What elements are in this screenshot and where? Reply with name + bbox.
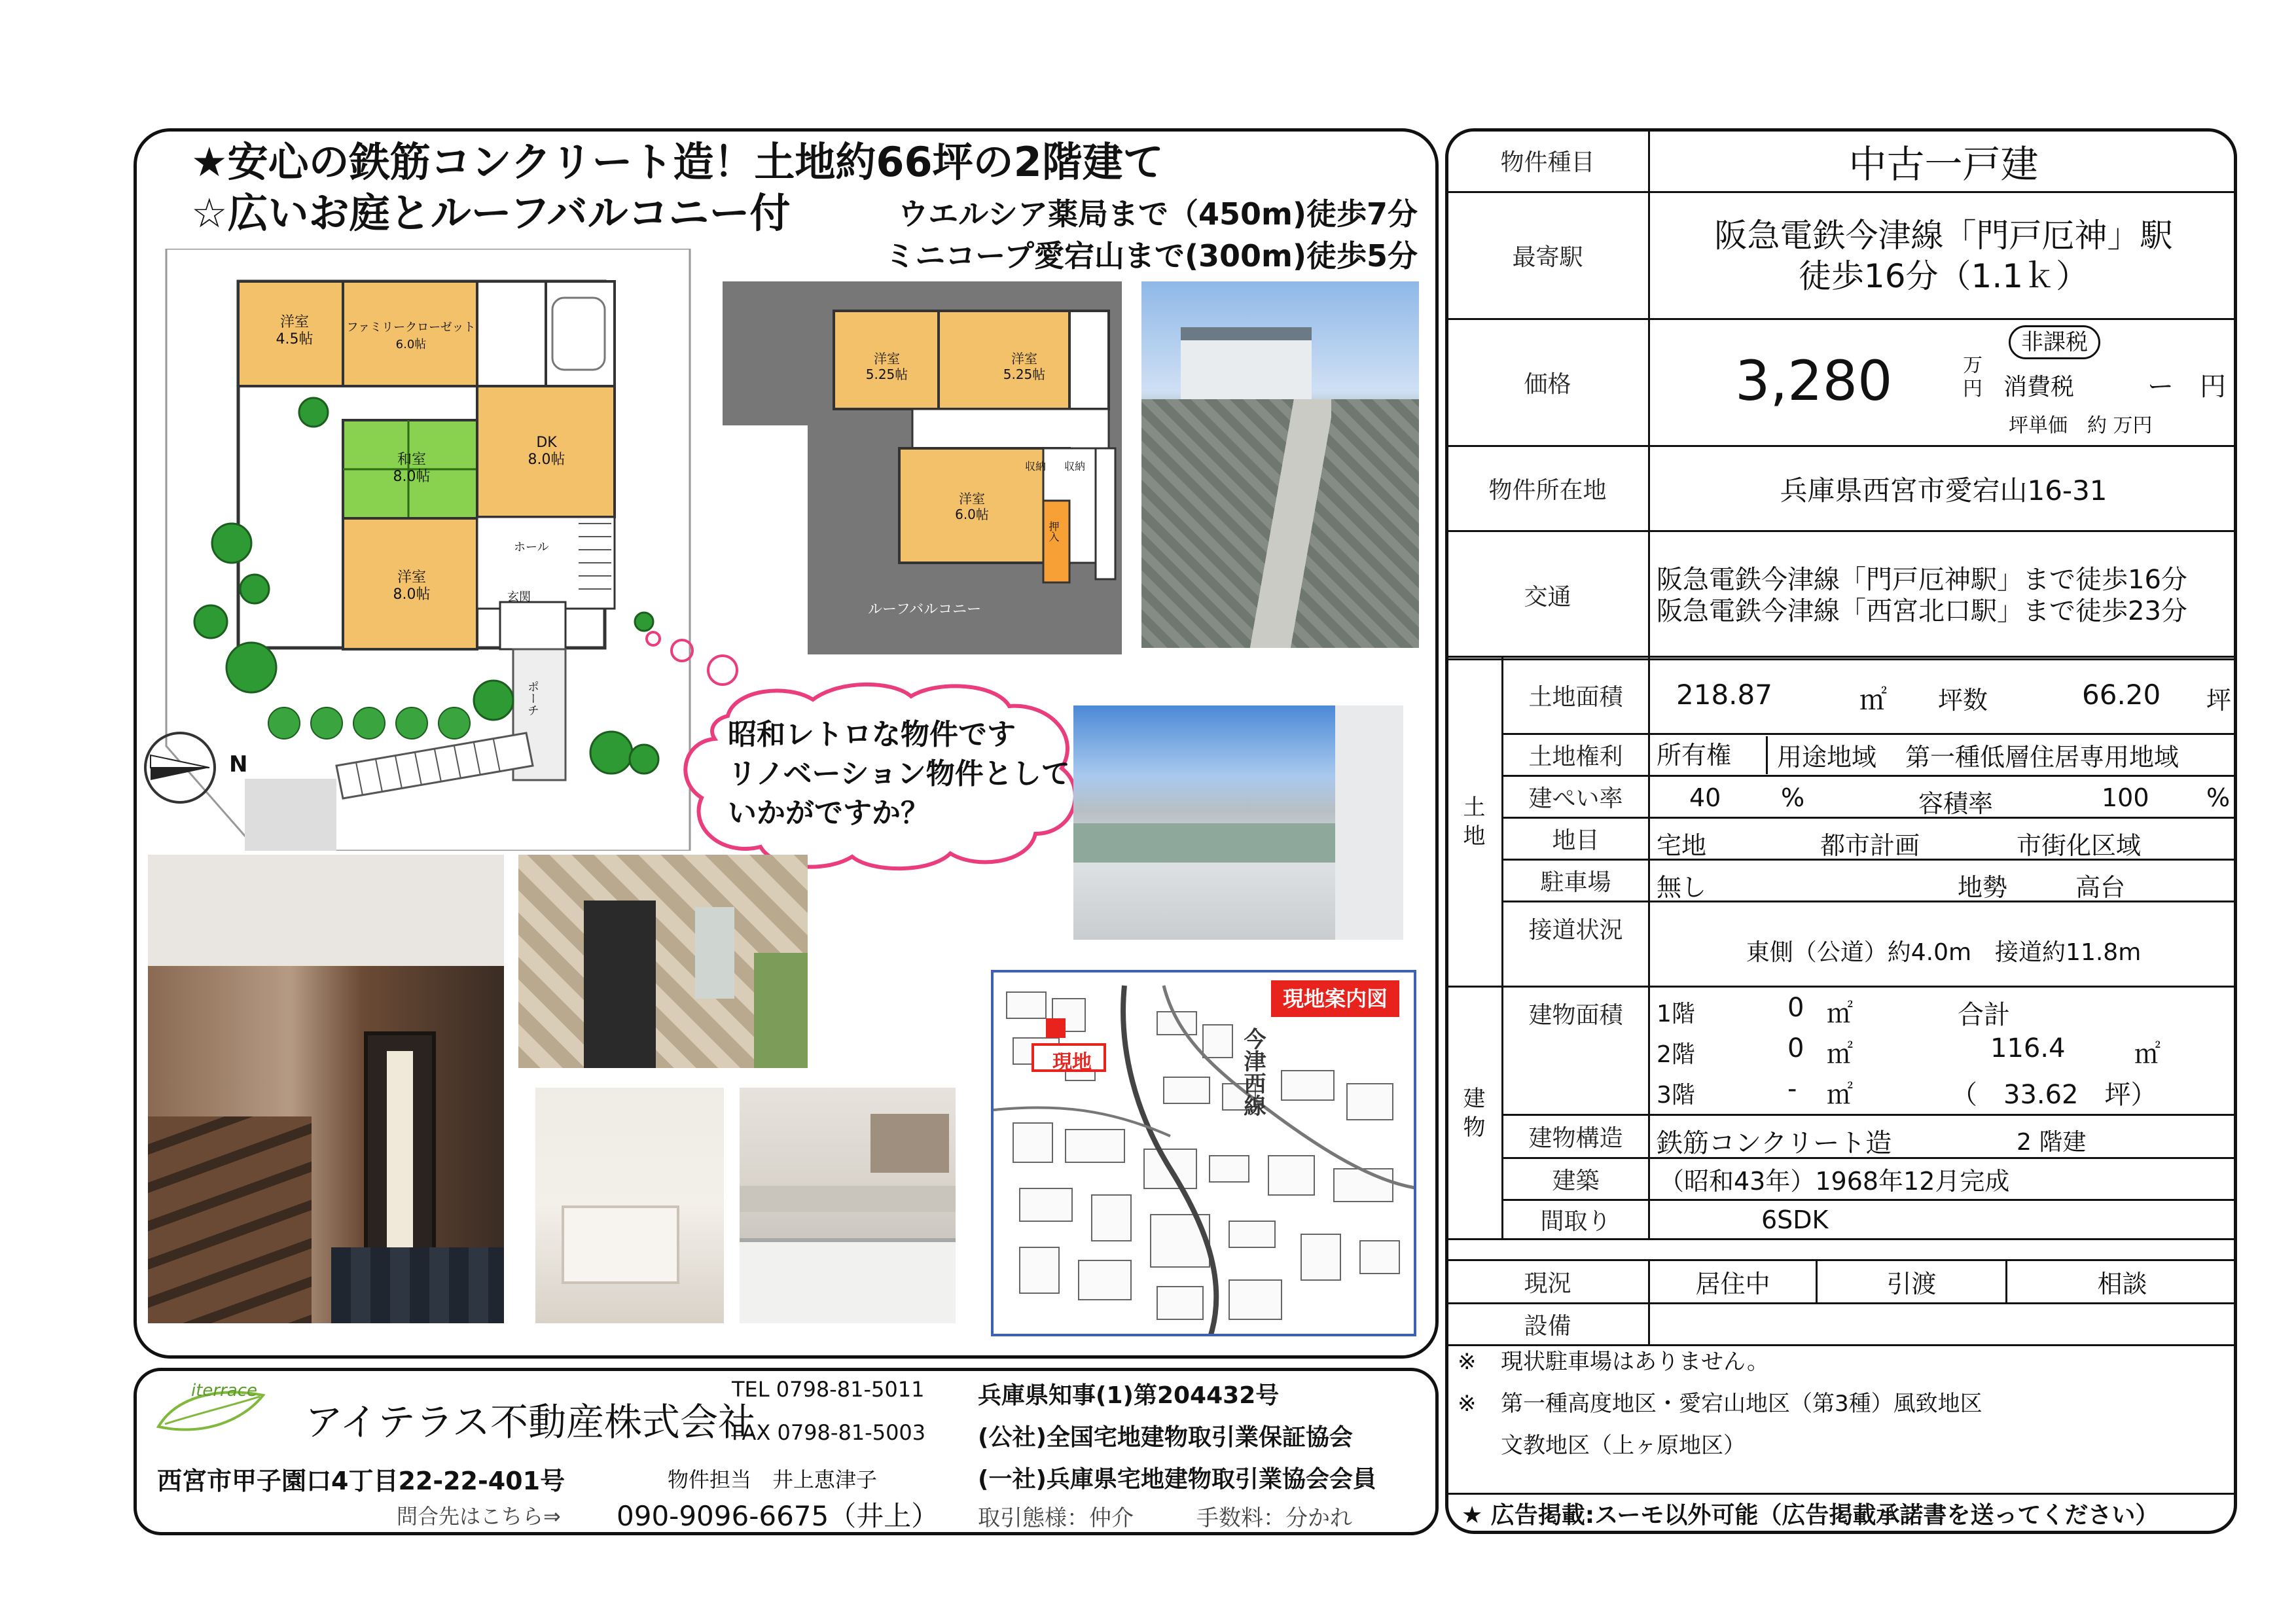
floor-1-value: 0 bbox=[1787, 993, 1804, 1023]
map-site-label: 現地 bbox=[1052, 1051, 1092, 1074]
chimoku-value: 宅地 bbox=[1657, 831, 1707, 860]
built-value: （昭和43年）1968年12月完成 bbox=[1649, 1158, 2238, 1200]
station-value-line-1: 阪急電鉄今津線「門戸厄神」駅 bbox=[1714, 216, 2173, 255]
parking-label: 駐車場 bbox=[1503, 860, 1649, 902]
transport-cell bbox=[1649, 531, 2238, 660]
total-unit: ㎡ bbox=[2134, 1039, 2161, 1069]
spec-table-status bbox=[1445, 1259, 2237, 1346]
location-map bbox=[991, 970, 1416, 1336]
company-agent: 物件担当 井上恵津子 bbox=[668, 1467, 878, 1492]
tsubo-label: 坪数 bbox=[1938, 686, 1988, 715]
land-area-cell bbox=[1649, 657, 2238, 734]
thought-dot-1 bbox=[645, 631, 661, 647]
map-street-label: 今津西線 bbox=[1240, 1027, 1266, 1116]
tax-label: 消費税 bbox=[2003, 374, 2075, 401]
spec-panel bbox=[1445, 128, 2237, 1534]
room-label-hall: ホール bbox=[514, 541, 549, 554]
association-2: (一社)兵庫県宅地建物取引業協会会員 bbox=[978, 1466, 1376, 1493]
layout-label: 間取り bbox=[1503, 1200, 1649, 1240]
type-label: 物件種目 bbox=[1446, 130, 1649, 192]
floor-area-cell bbox=[1649, 987, 2238, 1115]
tax-badge: 非課税 bbox=[2009, 325, 2100, 359]
room-label-2f-roof-balcony: ルーフバルコニー bbox=[868, 601, 982, 618]
ad-policy: ★ 広告掲載:スーモ以外可能（広告掲載承諾書を送ってください） bbox=[1462, 1502, 2159, 1529]
inquiry-phone[interactable]: 090-9096-6675（井上） bbox=[617, 1500, 939, 1532]
structure-cell bbox=[1649, 1115, 2238, 1158]
room-label-2f-closet: 押入 bbox=[1047, 521, 1060, 542]
room-label-2f-storage-1: 収納 bbox=[1025, 460, 1047, 473]
land-right-label: 土地権利 bbox=[1503, 734, 1649, 776]
far-value: 100 bbox=[2102, 783, 2149, 812]
land-right-value: 所有権 bbox=[1650, 736, 1768, 774]
coverage-value: 40 bbox=[1689, 783, 1721, 812]
floor-3-unit: ㎡ bbox=[1827, 1080, 1853, 1110]
transport-label: 交通 bbox=[1446, 531, 1649, 660]
handover-label: 引渡 bbox=[1817, 1260, 2007, 1304]
location-value: 兵庫県西宮市愛宕山16-31 bbox=[1649, 446, 2238, 531]
handover-value: 相談 bbox=[2007, 1260, 2238, 1304]
room-label-porch: ポーチ bbox=[526, 681, 539, 716]
photo-bathroom bbox=[535, 1088, 724, 1323]
price-label: 価格 bbox=[1446, 319, 1649, 446]
map-badge: 現地案内図 bbox=[1271, 980, 1399, 1017]
price-cell bbox=[1649, 319, 2238, 446]
company-name: アイテラス不動産株式会社 bbox=[305, 1400, 757, 1444]
company-logo-text: iterrace bbox=[191, 1381, 258, 1400]
company-fax: FAX 0798-81-5003 bbox=[732, 1420, 926, 1445]
tax-value: ー 円 bbox=[2147, 372, 2226, 402]
transport-line-1: 阪急電鉄今津線「門戸厄神駅」まで徒歩16分 bbox=[1657, 564, 2187, 595]
fee: 手数料：分かれ bbox=[1196, 1505, 1352, 1531]
room-label-2f-western-b: 洋室 5.25帖 bbox=[1003, 351, 1046, 382]
total-tsubo: （ 33.62 坪） bbox=[1951, 1080, 2157, 1110]
floor-2-unit: ㎡ bbox=[1827, 1039, 1853, 1069]
notes-block bbox=[1458, 1341, 2223, 1467]
room-label-2f-western-a: 洋室 5.25帖 bbox=[865, 351, 908, 382]
station-label: 最寄駅 bbox=[1446, 192, 1649, 319]
structure-value: 鉄筋コンクリート造 bbox=[1657, 1128, 1892, 1158]
floor-area-label: 建物面積 bbox=[1503, 987, 1649, 1115]
note-mark-1: ※ bbox=[1458, 1349, 1477, 1375]
far-percent: % bbox=[2206, 783, 2231, 812]
total-value: 116.4 bbox=[1990, 1033, 2066, 1063]
spec-table-top bbox=[1445, 128, 2237, 660]
transport-line-2: 阪急電鉄今津線「西宮北口駅」まで徒歩23分 bbox=[1657, 596, 2187, 626]
map-drawing bbox=[994, 972, 1416, 1336]
note-3: 文教地区（上ヶ原地区） bbox=[1501, 1433, 1746, 1459]
compass bbox=[144, 732, 216, 804]
coverage-label: 建ぺい率 bbox=[1503, 776, 1649, 818]
floor-1-unit: ㎡ bbox=[1827, 999, 1853, 1029]
chimoku-cell bbox=[1649, 818, 2238, 860]
land-group-label: 土 地 bbox=[1446, 657, 1503, 987]
note-mark-2: ※ bbox=[1458, 1391, 1477, 1417]
photo-front-door bbox=[518, 855, 808, 1068]
coverage-percent: % bbox=[1781, 783, 1805, 812]
compass-arrow-icon bbox=[147, 734, 213, 801]
spec-table-building bbox=[1445, 986, 2237, 1240]
city-plan-label: 都市計画 bbox=[1820, 831, 1920, 860]
station-value-line-2: 徒歩16分（1.1ｋ） bbox=[1798, 257, 2089, 295]
speech-bubble-line-1: 昭和レトロな物件です bbox=[728, 718, 1016, 751]
road-label: 接道状況 bbox=[1503, 902, 1649, 987]
note-2: 第一種高度地区・愛宕山地区（第3種）風致地区 bbox=[1501, 1391, 1982, 1417]
association-1: (公社)全国宅地建物取引業保証協会 bbox=[978, 1424, 1353, 1451]
compass-north-label: N bbox=[229, 751, 248, 777]
parking-value: 無し bbox=[1657, 873, 1707, 902]
speech-bubble-line-3: いかがですか？ bbox=[728, 796, 929, 830]
land-area-value: 218.87 bbox=[1676, 679, 1772, 711]
equipment-value bbox=[1649, 1304, 2238, 1346]
type-value: 中古一戸建 bbox=[1649, 130, 2238, 192]
coverage-cell bbox=[1649, 776, 2238, 818]
price-value: 3,280 bbox=[1735, 349, 1893, 413]
note-1: 現状駐車場はありません。 bbox=[1501, 1349, 1770, 1375]
tsubo-unit: 坪 bbox=[2206, 686, 2232, 715]
spec-table-land bbox=[1445, 656, 2237, 988]
room-label-western-8: 洋室 8.0帖 bbox=[393, 569, 431, 603]
floor-2-label: 2階 bbox=[1657, 1041, 1695, 1068]
room-label-entrance: 玄関 bbox=[507, 590, 531, 604]
floor-2-value: 0 bbox=[1787, 1033, 1804, 1063]
building-group-label: 建 物 bbox=[1446, 987, 1503, 1240]
room-label-family-closet: ファミリークローゼット 6.0帖 bbox=[346, 321, 476, 351]
photo-interior-stairs bbox=[148, 855, 504, 1323]
built-label: 建築 bbox=[1503, 1158, 1649, 1200]
chimoku-label: 地目 bbox=[1503, 818, 1649, 860]
total-label: 合計 bbox=[1958, 1000, 2010, 1030]
status-label: 現況 bbox=[1446, 1260, 1649, 1304]
distance-minicoop: ミニコープ愛宕山まで(300m)徒歩5分 bbox=[885, 238, 1418, 274]
structure-label: 建物構造 bbox=[1503, 1115, 1649, 1158]
stories-value: 2 階建 bbox=[2017, 1129, 2087, 1156]
room-label-western-45: 洋室 4.5帖 bbox=[276, 314, 314, 348]
terrain-value: 高台 bbox=[2075, 873, 2126, 902]
room-label-2f-western-c: 洋室 6.0帖 bbox=[955, 491, 989, 522]
room-label-dk: DK 8.0帖 bbox=[528, 435, 565, 468]
land-right-cell bbox=[1649, 734, 2238, 776]
land-area-unit: ㎡ bbox=[1859, 684, 1888, 716]
road-value: 東側（公道）約4.0m 接道約11.8m bbox=[1649, 902, 2238, 987]
photo-exterior-stairs bbox=[1141, 281, 1419, 648]
ad-policy-divider bbox=[1445, 1493, 2237, 1495]
zoning-value: 第一種低層住居専用地域 bbox=[1905, 743, 2179, 772]
status-value: 居住中 bbox=[1649, 1260, 1817, 1304]
station-cell bbox=[1649, 192, 2238, 319]
zoning-label: 用途地域 bbox=[1777, 743, 1877, 772]
thought-dot-2 bbox=[670, 639, 694, 662]
city-plan-value: 市街化区域 bbox=[2017, 831, 2142, 860]
room-label-washitsu: 和室 8.0帖 bbox=[393, 452, 431, 485]
terrain-label: 地勢 bbox=[1958, 873, 2008, 902]
layout-value: 6SDK bbox=[1649, 1200, 2238, 1240]
room-label-2f-storage-2: 収納 bbox=[1064, 460, 1086, 473]
transaction-type: 取引態様：仲介 bbox=[978, 1505, 1134, 1531]
headline-2: ☆広いお庭とルーフバルコニー付 bbox=[191, 189, 791, 237]
tsubo-value: 66.20 bbox=[2082, 679, 2161, 711]
floor-3-label: 3階 bbox=[1657, 1082, 1695, 1109]
floor-3-value: - bbox=[1787, 1074, 1797, 1104]
inquiry-label: 問合先はこちら⇒ bbox=[397, 1504, 561, 1529]
far-label: 容積率 bbox=[1918, 789, 1994, 818]
land-area-label: 土地面積 bbox=[1503, 657, 1649, 734]
photo-kitchen bbox=[740, 1088, 956, 1323]
parking-cell bbox=[1649, 860, 2238, 902]
equipment-label: 設備 bbox=[1446, 1304, 1649, 1346]
photo-roof-balcony bbox=[1073, 705, 1403, 940]
location-label: 物件所在地 bbox=[1446, 446, 1649, 531]
license-number: 兵庫県知事(1)第204432号 bbox=[978, 1382, 1280, 1409]
floor-1-label: 1階 bbox=[1657, 1001, 1695, 1027]
company-address: 西宮市甲子園口4丁目22-22-401号 bbox=[157, 1467, 565, 1495]
tsubo-price: 坪単価 約 万円 bbox=[2009, 414, 2153, 437]
distance-welcia: ウエルシア薬局まで（450m)徒歩7分 bbox=[898, 196, 1418, 232]
company-tel: TEL 0798-81-5011 bbox=[732, 1377, 925, 1402]
price-unit: 万円 bbox=[1963, 354, 1982, 401]
headline-1: ★安心の鉄筋コンクリート造！土地約66坪の2階建て bbox=[191, 138, 1164, 186]
speech-bubble-line-2: リノベーション物件として bbox=[728, 757, 1070, 791]
